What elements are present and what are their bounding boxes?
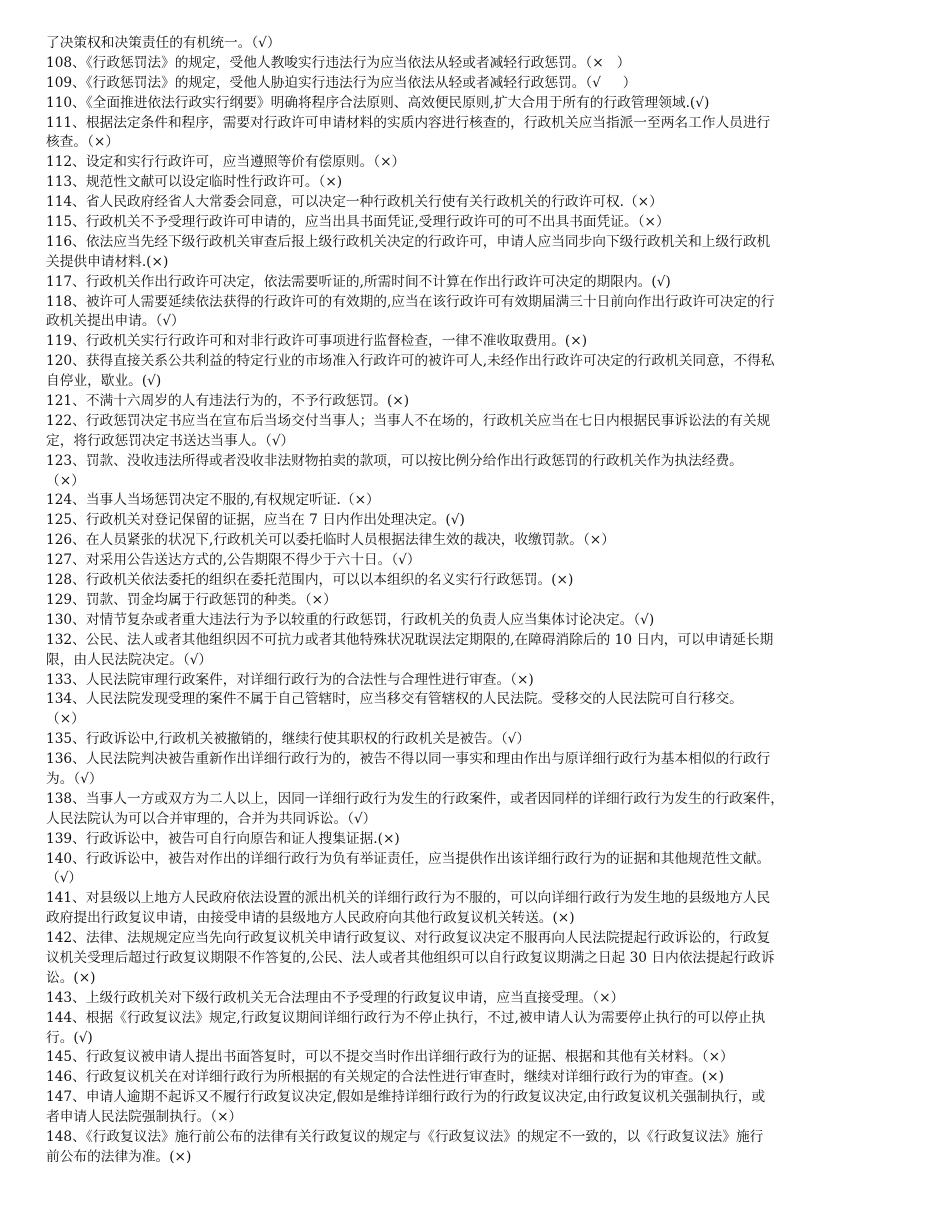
text-line: 109、《行政惩罚法》的规定，受他人胁迫实行违法行为应当依法从轻或者减轻行政惩罚。（√ ） [46, 74, 637, 91]
text-line: 116、依法应当先经下级行政机关审查后报上级行政机关决定的行政许可，申请人应当同步向下级行政机关和上级行政机 [46, 233, 771, 250]
text-line: （√） [46, 870, 83, 887]
text-line: （×） [46, 472, 85, 489]
text-line: 126、在人员紧张的状况下,行政机关可以委托临时人员根据法律生效的裁决，收缴罚款。（×） [46, 532, 615, 549]
text-line: 136、人民法院判决被告重新作出详细行政行为的，被告不得以同一事实和理由作出与原详细行政行为基本相似的行政行 [46, 751, 771, 768]
text-line: 110、《全面推进依法行政实行纲要》明确将程序合法原则、高效便民原则,扩大合用于所有的行政管理领域.(√) [46, 94, 710, 111]
text-line: 政机关提出申请。（√） [46, 313, 185, 330]
text-line: 核查。（×） [46, 134, 120, 151]
text-line: 143、上级行政机关对下级行政机关无合法理由不予受理的行政复议申请，应当直接受理。（×） [46, 989, 625, 1006]
text-line [46, 1168, 906, 1188]
text-line: 讼。(×) [46, 969, 96, 986]
text-line: 132、公民、法人或者其他组织因不可抗力或者其他特殊状况耽误法定期限的,在障碍消除后的 10 日内，可以申请延长期 [46, 631, 774, 648]
text-line: 133、人民法院审理行政案件，对详细行政行为的合法性与合理性进行审查。（×) [46, 671, 534, 688]
text-line: 142、法律、法规规定应当先向行政复议机关申请行政复议、对行政复议决定不服再向人民法院提起行政诉讼的，行政复 [46, 930, 771, 947]
text-line: 128、行政机关依法委托的组织在委托范围内，可以以本组织的名义实行行政惩罚。(×) [46, 572, 574, 589]
text-line: 130、对情节复杂或者重大违法行为予以较重的行政惩罚，行政机关的负责人应当集体讨论决定。（√) [46, 611, 655, 628]
text-line: 议机关受理后超过行政复议期限不作答复的,公民、法人或者其他组织可以自行政复议期满之日起 30 日内依法提起行政诉 [46, 949, 775, 966]
text-line: 124、当事人当场惩罚决定不服的,有权规定听证.（×） [46, 492, 380, 509]
text-line: 139、行政诉讼中，被告可自行向原告和证人搜集证据.(×) [46, 830, 400, 847]
text-line: 定，将行政惩罚决定书送达当事人。（√） [46, 432, 295, 449]
text-line: 117、行政机关作出行政许可决定，依法需要听证的,所需时间不计算在作出行政许可决定的期限内。(√) [46, 273, 671, 290]
text-line: 141、对县级以上地方人民政府依法设置的派出机关的详细行政行为不服的，可以向详细行政行为发生地的县级地方人民 [46, 890, 771, 907]
text-line: 114、省人民政府经省人大常委会同意，可以决定一种行政机关行使有关行政机关的行政许可权.（×） [46, 194, 663, 211]
text-line: 125、行政机关对登记保留的证据，应当在 7 日内作出处理决定。(√) [46, 512, 465, 529]
text-line: 113、规范性文献可以设定临时性行政许可。（×) [46, 174, 343, 191]
text-line: 了决策权和决策责任的有机统一。（√） [46, 35, 281, 51]
text-line: （×） [46, 711, 85, 728]
text-line: 限，由人民法院决定。（√） [46, 651, 213, 668]
text-line: 者申请人民法院强制执行。（×） [46, 1109, 243, 1126]
text-line: 122、行政惩罚决定书应当在宣布后当场交付当事人；当事人不在场的，行政机关应当在七日内根据民事诉讼法的有关规 [46, 412, 771, 429]
text-line: 108、《行政惩罚法》的规定，受他人教唆实行违法行为应当依法从轻或者减轻行政惩罚。（× ） [46, 54, 631, 71]
text-line: 121、不满十六周岁的人有违法行为的，不予行政惩罚。(×) [46, 393, 410, 410]
text-line: 120、获得直接关系公共利益的特定行业的市场准入行政许可的被许可人,未经作出行政许可决定的行政机关同意，不得私 [46, 353, 775, 370]
text-line: 138、当事人一方或双方为二人以上，因同一详细行政行为发生的行政案件，或者因同样的详细行政行为发生的行政案件， [46, 790, 784, 807]
text-line: 关提供申请材料.(×) [46, 253, 169, 270]
text-line: 112、设定和实行行政许可，应当遵照等价有偿原则。（×） [46, 154, 406, 171]
text-line: 134、人民法院发现受理的案件不属于自己管辖时，应当移交有管辖权的人民法院。受移交的人民法院可自行移交。 [46, 691, 743, 708]
text-line: 自停业，歇业。(√) [46, 373, 162, 390]
text-line: 111、根据法定条件和程序，需要对行政许可申请材料的实质内容进行核查的，行政机关应当指派一至两名工作人员进行 [46, 114, 771, 131]
text-line: 129、罚款、罚金均属于行政惩罚的种类。（×） [46, 591, 337, 608]
text-line: 144、根据《行政复议法》规定,行政复议期间详细行政行为不停止执行，不过,被申请人认为需要停止执行的可以停止执 [46, 1009, 766, 1026]
text-line: 123、罚款、没收违法所得或者没收非法财物拍卖的款项，可以按比例分给作出行政惩罚的行政机关作为执法经费。 [46, 452, 743, 469]
text-line: 人民法院认为可以合并审理的，合并为共同诉讼。（√） [46, 810, 377, 827]
text-line: 115、行政机关不予受理行政许可申请的，应当出具书面凭证,受理行政许可的可不出具书面凭证。（×） [46, 214, 670, 231]
text-line: 146、行政复议机关在对详细行政行为所根据的有关规定的合法性进行审查时，继续对详细行政行为的审查。(×) [46, 1069, 724, 1086]
text-line: 为。（√） [46, 770, 103, 787]
text-line: 行。(√) [46, 1029, 93, 1046]
text-line: 政府提出行政复议申请，由接受申请的县级地方人民政府向其他行政复议机关转送。(×) [46, 910, 575, 927]
text-line: 前公布的法律为准。(×) [46, 1148, 192, 1165]
text-line: 147、申请人逾期不起诉又不履行行政复议决定,假如是维持详细行政行为的行政复议决定,由行政复议机关强制执行，或 [46, 1089, 766, 1106]
text-line: 135、行政诉讼中,行政机关被撤销的，继续行使其职权的行政机关是被告。（√） [46, 731, 531, 748]
text-line: 145、行政复议被申请人提出书面答复时，可以不提交当时作出详细行政行为的证据、根据和其他有关材料。（×） [46, 1049, 734, 1066]
text-line: 127、对采用公告送达方式的,公告期限不得少于六十日。（√） [46, 552, 421, 569]
text-line: 148、《行政复议法》施行前公布的法律有关行政复议的规定与《行政复议法》的规定不一致的，以《行政复议法》施行 [46, 1128, 764, 1145]
text-line: 140、行政诉讼中，被告对作出的详细行政行为负有举证责任，应当提供作出该详细行政行为的证据和其他规范性文献。 [46, 850, 771, 867]
text-line: 118、被许可人需要延续依法获得的行政许可的有效期的,应当在该行政许可有效期届满三十日前向作出行政许可决定的行 [46, 293, 775, 310]
text-line: 119、行政机关实行行政许可和对非行政许可事项进行监督检查，一律不准收取费用。(×) [46, 333, 588, 350]
